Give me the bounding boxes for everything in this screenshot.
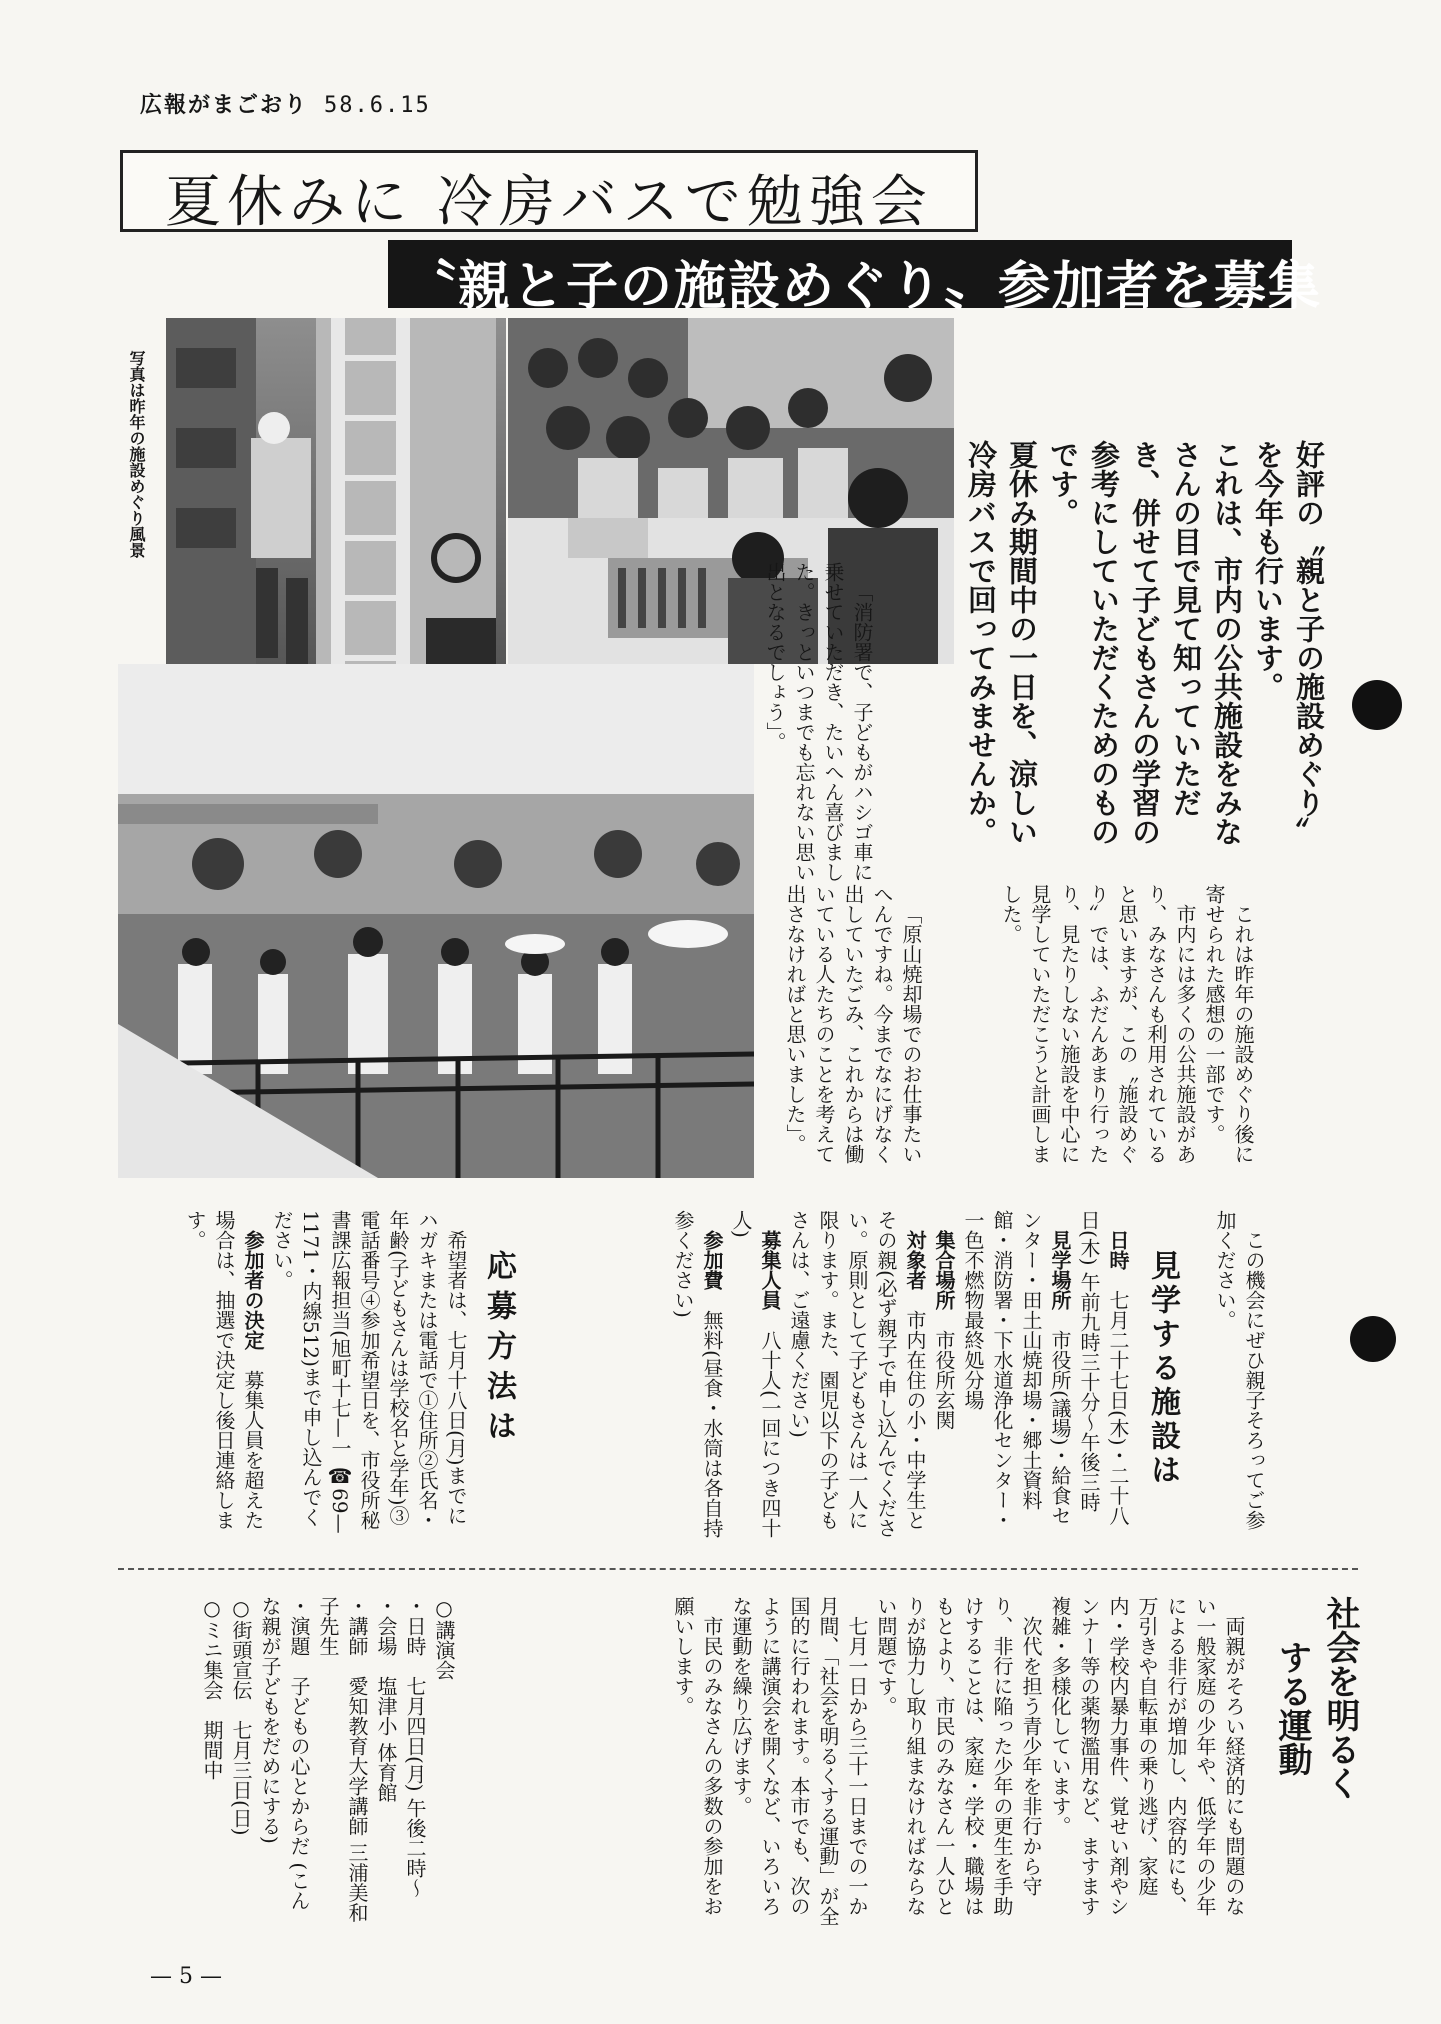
quotes-column-lower xyxy=(780,884,925,1180)
value-date: 七月二十七日(木)・二十八日(木) 午前九時三十分〜午後三時 xyxy=(1077,1210,1130,1526)
shakai-body xyxy=(468,1596,1248,1926)
event-topic: ・演題 子どもの心とからだ (こんな親が子どもをだめにする) xyxy=(258,1596,311,1911)
event-lecture: ○講演会 xyxy=(432,1596,456,1680)
tail-3: この機会にぜひ親子そろってご参加ください。 xyxy=(1213,1210,1266,1530)
apply-text: 希望者は、七月十八日(月)までにハガキまたは電話で①住所②氏名・年齢(子どもさんは学校名と学年)③電話番号④参加希望日を、市役所秘書課広報担当(旭町十七—一 ☎69—1171・内線512)まで申し込んでください。 xyxy=(270,1210,468,1534)
value-target: 市内在住の小・中学生とその親(必ず親子で申し込んでください。原則として子どもさんは一人に限ります。また、園児以下の子どもさんは、ご遠慮ください) xyxy=(787,1210,927,1538)
label-places: 見学場所 xyxy=(1048,1230,1072,1310)
label-decision: 参加者の決定 xyxy=(241,1230,265,1350)
value-capacity: 八十人(一回につき四十人) xyxy=(729,1210,782,1538)
main-title: 夏休みに 冷房バスで勉強会 xyxy=(165,170,933,235)
decorative-dot xyxy=(1352,680,1402,730)
label-meeting: 集合場所 xyxy=(932,1230,956,1310)
shakai-heading-1: 社会を明るく xyxy=(1320,1596,1360,1800)
event-venue: ・会場 塩津小 体育館 xyxy=(374,1596,398,1803)
event-street: ○街頭宣伝 七月三日(日) xyxy=(229,1596,253,1836)
issue-date: 58.6.15 xyxy=(324,93,431,118)
newsletter-header xyxy=(140,88,431,119)
tail-2: 市内には多くの公共施設があり、みなさんも利用されていると思いますが、この〝施設めぐり〟では、ふだんあまり行ったり、見たりしない施設を中心に見学していただこうと計画しました。 xyxy=(999,884,1197,1164)
photo-control-room xyxy=(508,318,954,664)
quote-fire: 「消防署で、子どもがハシゴ車に乗せていただき、たいへん喜びました。きっといつまでも忘れない思い出となるでしょう」。 xyxy=(763,562,874,882)
participation-invite xyxy=(1210,1210,1268,1540)
facility-heading: 見学する施設は xyxy=(1145,1250,1180,1488)
shakai-events xyxy=(140,1596,458,1926)
value-meeting: 市役所玄関 xyxy=(932,1330,956,1430)
lead-line-1: 好評の〝親と子の施設めぐり〟を今年も行います。 xyxy=(1251,440,1326,846)
newsletter-name: 広報がまごおり xyxy=(140,93,309,118)
tail-1: これは昨年の施設めぐり後に寄せられた感想の一部です。 xyxy=(1202,884,1255,1164)
value-fee: 無料(昼食・水筒は各自持参ください) xyxy=(671,1210,724,1538)
photo-group-visit xyxy=(118,664,754,1178)
facility-details xyxy=(671,1210,1132,1540)
label-fee: 参加費 xyxy=(700,1230,724,1290)
label-target: 対象者 xyxy=(903,1230,927,1290)
quotes-tail xyxy=(996,884,1257,1180)
label-capacity: 募集人員 xyxy=(758,1230,782,1310)
page-number: — 5 — xyxy=(150,1964,222,1989)
lead-line-3: 夏休み期間中の一日を、涼しい冷房バスで回ってみませんか。 xyxy=(964,440,1039,846)
shakai-para-3: 七月一日から三十一日までの一か月間、「社会を明るくする運動」が全国的に行われます。本市でも、次のように講演会を開くなど、いろいろな運動を繰り広げます。 xyxy=(729,1596,869,1926)
photo-caption: 写真は昨年の施設めぐり風景 xyxy=(127,350,146,558)
section-divider xyxy=(118,1568,1358,1570)
value-decision: 募集人員を超えた場合は、抽選で決定し後日連絡します。 xyxy=(183,1210,265,1530)
shakai-para-4: 市民のみなさんの多数の参加をお願いします。 xyxy=(671,1596,724,1916)
value-places: 市役所(議場)・給食センター・田土山焼却場・郷土資料館・消防署・下水道浄化センター・一色不燃物最終処分場 xyxy=(961,1210,1072,1530)
shakai-para-1: 両親がそろい経済的にも問題のない一般家庭の少年や、低学年の少年による非行が増加し、内容的にも、万引きや自転車の乗り逃げ、家庭内・学校内暴力事件、覚せい剤やシンナー等の薬物濫用など、ますます複雑・多様化しています。 xyxy=(1048,1596,1246,1916)
shakai-para-2: 次代を担う青少年を非行から守り、非行に陥った少年の更生を手助けすることは、家庭・学校・職場はもとより、市民のみなさん一人ひとりが協力し取り組まなければならない問題です。 xyxy=(874,1596,1043,1916)
label-date: 日時 xyxy=(1106,1230,1130,1270)
subtitle: 〝親と子の施設めぐり〟参加者を募集 xyxy=(404,257,1323,317)
apply-details xyxy=(118,1210,470,1540)
shakai-heading-2: する運動 xyxy=(1272,1640,1312,1776)
apply-heading: 応募方法は xyxy=(481,1250,516,1450)
decorative-dot xyxy=(1350,1316,1396,1362)
event-speaker: ・講師 愛知教育大学講師 三浦美和子先生 xyxy=(316,1596,369,1923)
lead-line-2: これは、市内の公共施設をみなさんの目で見て知っていただき、併せて子どもさんの学習の参考にしていただくためのものです。 xyxy=(1046,440,1244,846)
lead-text xyxy=(960,440,1329,860)
event-date: ・日時 七月四日(月) 午後二時〜 xyxy=(403,1596,427,1898)
quote-incinerator: 「原山焼却場でのお仕事たいへんですね。今までなにげなく出していたごみ、これからは働いている人たちのことを考えて出さなければと思いました」。 xyxy=(783,884,923,1164)
quotes-column-upper xyxy=(760,562,876,884)
event-mini: ○ミニ集会 期間中 xyxy=(200,1596,224,1780)
